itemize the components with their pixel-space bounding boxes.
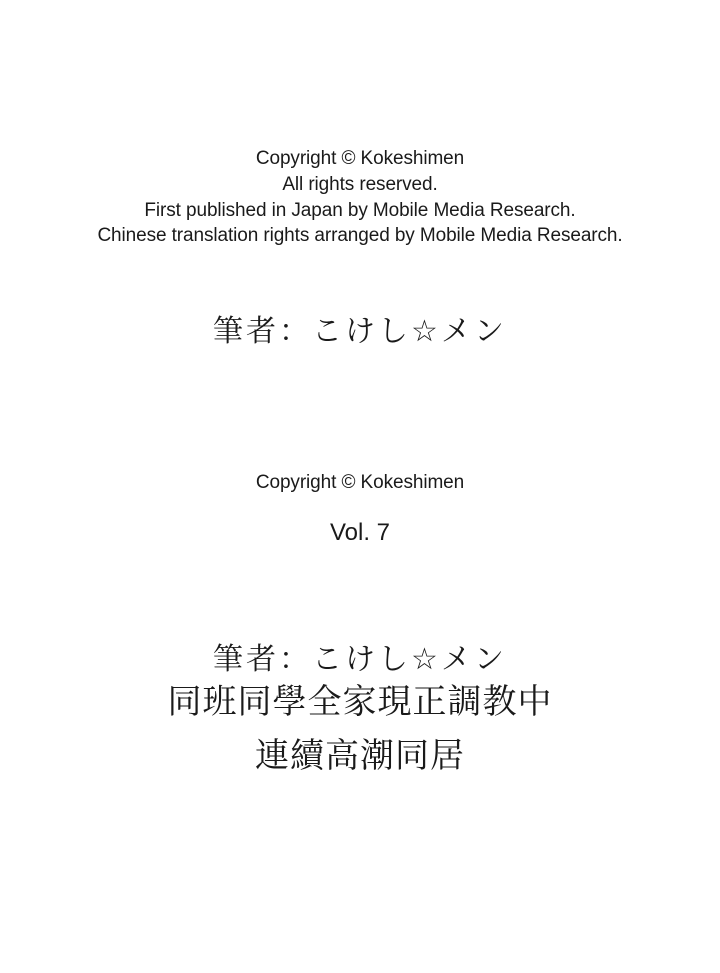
first-published-text: First published in Japan by Mobile Media Research. [144,200,576,221]
volume-label: Vol. 7 [329,519,391,546]
title-line-1: 同班同學全家現正調教中 [167,682,553,722]
title-line-2: 連續高潮同居 [255,736,465,776]
copyright-fragment-top: Copyright © Kokeshimen [255,148,465,169]
author-fragment-top: 筆者：こけし☆メン [213,314,507,349]
author-fragment-bottom: 筆者：こけし☆メン [213,642,507,677]
translation-rights-text: Chinese translation rights arranged by Mobile Media Research. [97,225,623,246]
rights-reserved-text: All rights reserved. [282,174,438,195]
copyright-fragment-mid: Copyright © Kokeshimen [255,472,465,493]
